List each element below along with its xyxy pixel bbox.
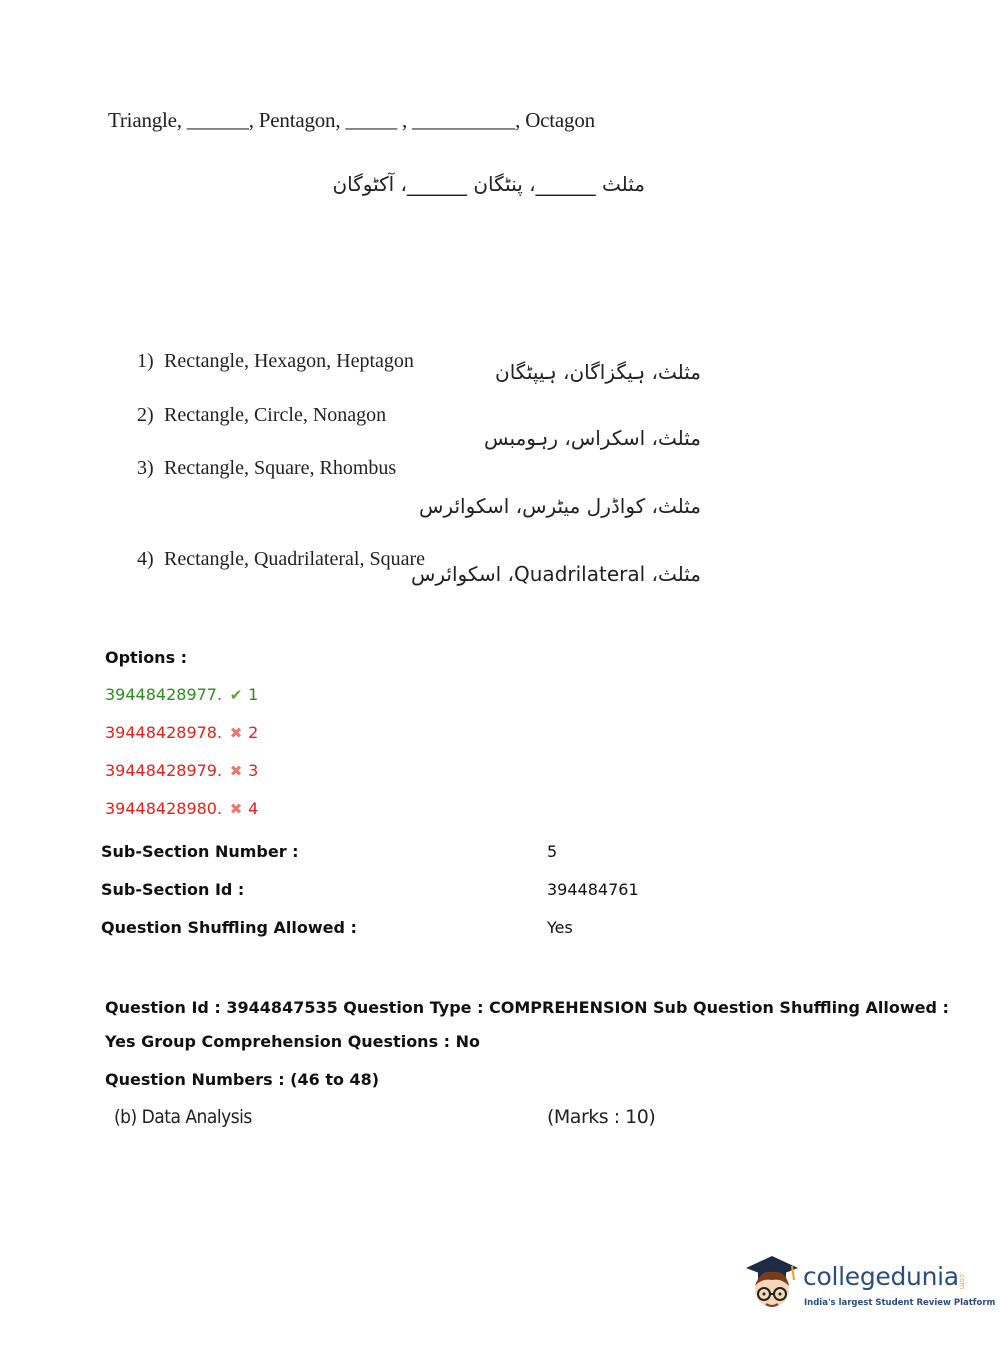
logo-suffix: .com: [958, 1272, 966, 1290]
subsection-id-value: 394484761: [547, 880, 639, 899]
option-2: [105, 723, 258, 742]
option-3: [105, 761, 258, 780]
logo-tagline: India's largest Student Review Platform: [804, 1298, 996, 1308]
choice-3-urdu: مثلث، کواڈرل میٹرس، اسکوائرس: [419, 494, 701, 518]
option-value: 1: [248, 685, 259, 704]
choice-text: Rectangle, Hexagon, Heptagon: [164, 350, 414, 372]
choice-number: 2): [137, 404, 154, 426]
option-1: [105, 685, 258, 704]
question-numbers: Question Numbers : (46 to 48): [105, 1070, 380, 1089]
subsection-number-value: 5: [547, 842, 558, 861]
question-urdu: مثلث ______، پنٹگان ______، آکٹوگان: [332, 172, 645, 196]
check-icon: ✔: [229, 686, 243, 704]
choice-1: [137, 350, 414, 373]
question-english: Triangle, ______, Pentagon, _____ , __________, Octagon: [108, 108, 595, 132]
option-4: [105, 799, 258, 818]
option-id: 39448428977.: [105, 685, 223, 704]
shuffling-value: Yes: [547, 918, 573, 937]
choice-2-urdu: مثلث، اسکراس، رہومبس: [484, 426, 701, 450]
mascot-icon: [742, 1250, 802, 1320]
subsection-number-label: Sub-Section Number :: [101, 842, 299, 861]
subsection-id-label: Sub-Section Id :: [101, 880, 245, 899]
choice-text: Rectangle, Square, Rhombus: [164, 457, 397, 479]
option-id: 39448428980.: [105, 799, 223, 818]
option-id: 39448428979.: [105, 761, 223, 780]
part-marks: (Marks : 10): [547, 1106, 656, 1128]
option-id: 39448428978.: [105, 723, 223, 742]
choice-text: Rectangle, Circle, Nonagon: [164, 404, 387, 426]
cross-icon: ✖: [229, 800, 243, 818]
choice-number: 3): [137, 457, 154, 479]
logo-wordmark: collegedunia: [803, 1262, 959, 1291]
option-value: 2: [248, 723, 259, 742]
question-info-line-2: Yes Group Comprehension Questions : No: [105, 1032, 481, 1051]
option-value: 4: [248, 799, 259, 818]
choice-2: [137, 404, 386, 427]
choice-number: 4): [137, 548, 154, 570]
shuffling-label: Question Shuffling Allowed :: [101, 918, 357, 937]
cross-icon: ✖: [229, 762, 243, 780]
option-value: 3: [248, 761, 259, 780]
cross-icon: ✖: [229, 724, 243, 742]
choice-4-urdu: مثلث، Quadrilateral، اسکوائرس: [410, 562, 701, 586]
question-info-line-1: Question Id : 3944847535 Question Type : COMPREHENSION Sub Question Shuffling Allowed :: [105, 998, 949, 1017]
choice-number: 1): [137, 350, 154, 372]
choice-text: Rectangle, Quadrilateral, Square: [164, 548, 425, 570]
choice-3: [137, 457, 396, 480]
options-heading: Options :: [105, 648, 188, 667]
part-label: (b) Data Analysis: [114, 1106, 252, 1128]
choice-1-urdu: مثلث، ہیگزاگان، ہیپٹگان: [495, 360, 701, 384]
choice-4: [137, 548, 425, 571]
